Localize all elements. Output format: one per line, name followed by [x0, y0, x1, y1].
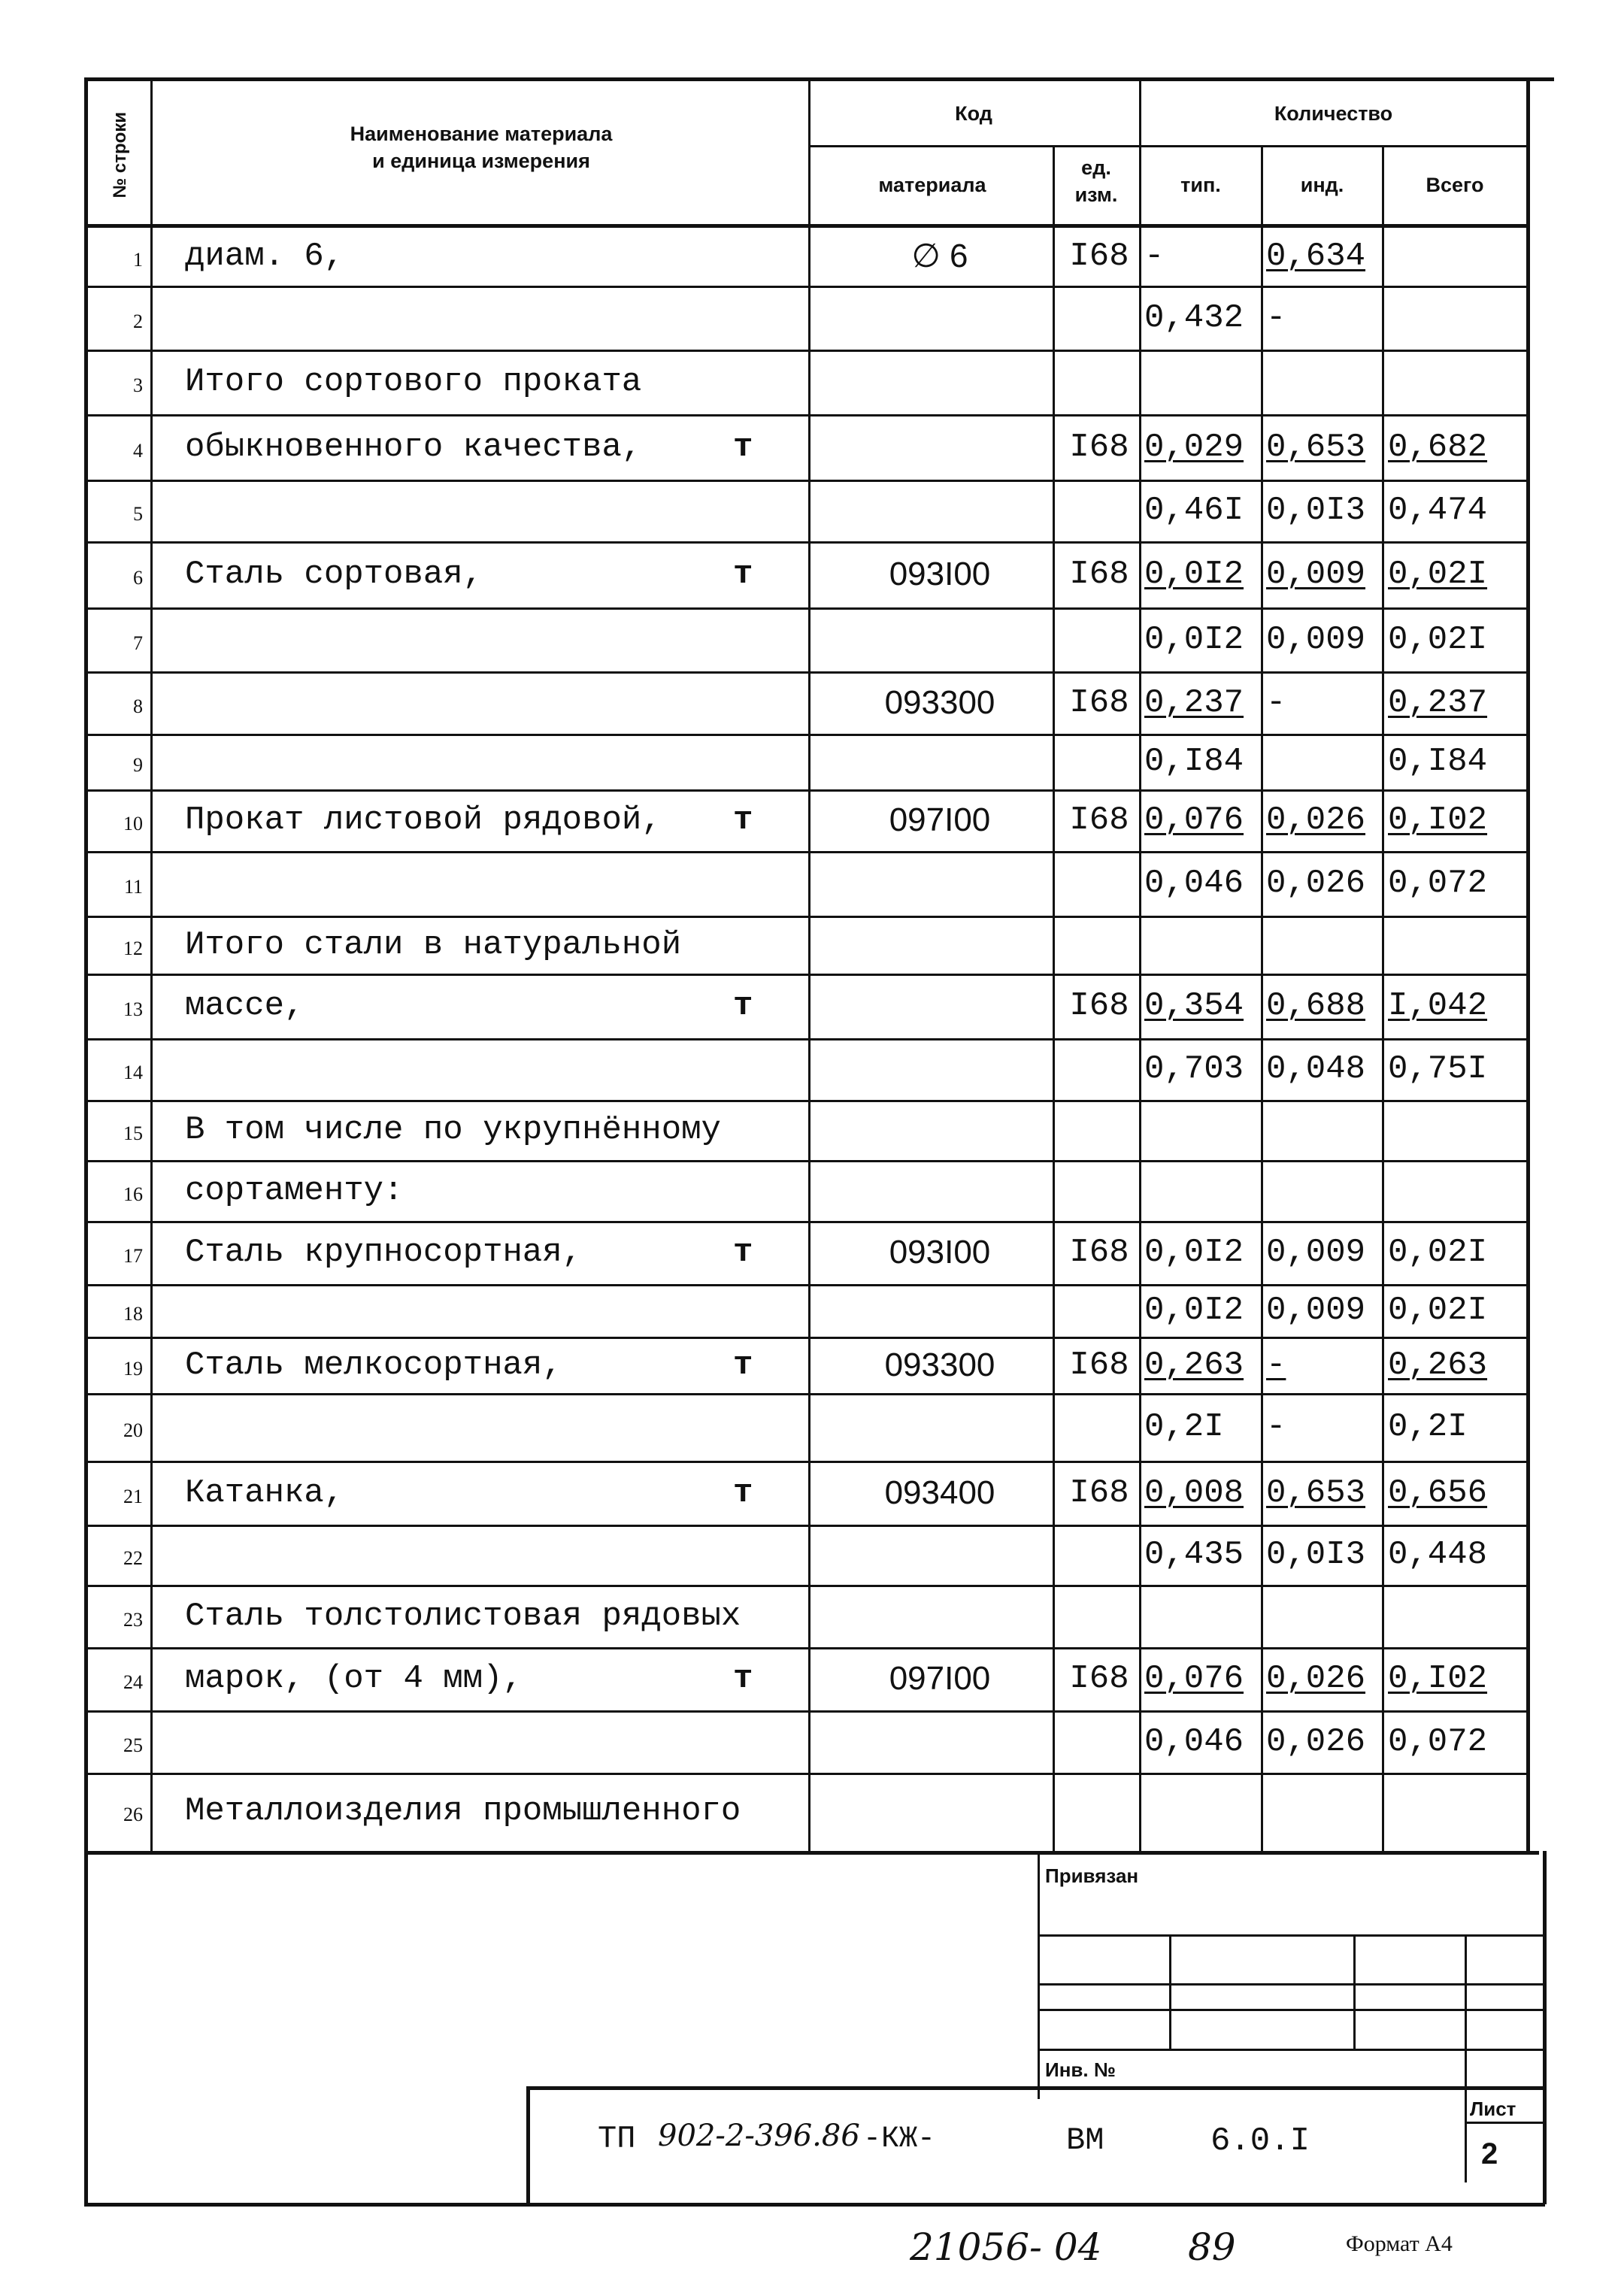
- row-divider: [84, 414, 1528, 416]
- row-number: 19: [123, 1358, 143, 1380]
- row-number: 5: [133, 503, 143, 525]
- row-qty-ind: 0,026: [1266, 1660, 1366, 1698]
- row-qty-typ: 0,0I2: [1144, 1292, 1244, 1329]
- row-divider: [84, 607, 1528, 610]
- row-qty-total: 0,072: [1388, 865, 1488, 902]
- row-qty-ind: 0,048: [1266, 1050, 1366, 1088]
- row-qty-typ: 0,432: [1144, 299, 1244, 337]
- row-qty-total: I,042: [1388, 987, 1488, 1025]
- row-qty-total: 0,474: [1388, 492, 1488, 529]
- row-number: 24: [123, 1671, 143, 1693]
- stamp-mark: ВМ: [1066, 2122, 1104, 2158]
- header-qty-total: Всего: [1426, 174, 1484, 196]
- row-number: 4: [133, 440, 143, 462]
- row-number: 13: [123, 998, 143, 1020]
- row-qty-ind: -: [1266, 1408, 1286, 1446]
- row-divider: [84, 1221, 1528, 1223]
- row-number: 11: [123, 876, 143, 898]
- stamp-privyazan: Привязан: [1045, 1864, 1139, 1887]
- row-name: Сталь крупносортная,: [185, 1234, 583, 1271]
- row-qty-typ: 0,263: [1144, 1346, 1244, 1384]
- row-divider: [84, 1585, 1528, 1587]
- row-name: Сталь сортовая,: [185, 556, 483, 593]
- row-qty-typ: 0,354: [1144, 987, 1244, 1025]
- row-number: 1: [133, 249, 143, 271]
- row-number: 7: [133, 632, 143, 654]
- row-qty-typ: 0,0I2: [1144, 556, 1244, 593]
- row-qty-total: 0,I02: [1388, 801, 1488, 839]
- row-material-code: 093I00: [889, 556, 991, 592]
- row-material-code: 097I00: [889, 801, 991, 838]
- row-unit-letter: т: [733, 429, 753, 466]
- row-qty-total: 0,656: [1388, 1474, 1488, 1512]
- row-qty-total: 0,02I: [1388, 1234, 1488, 1271]
- row-qty-total: 0,02I: [1388, 621, 1488, 659]
- row-divider: [84, 1710, 1528, 1713]
- row-unit-code: I68: [1069, 987, 1129, 1025]
- row-unit-letter: т: [733, 801, 753, 839]
- row-divider: [84, 1337, 1528, 1339]
- row-qty-total: 0,237: [1388, 684, 1488, 722]
- row-unit-code: I68: [1069, 1474, 1129, 1512]
- row-qty-ind: 0,0I3: [1266, 492, 1366, 529]
- row-material-code: 097I00: [889, 1660, 991, 1697]
- row-number: 12: [123, 937, 143, 959]
- header-code-material: материала: [878, 174, 986, 196]
- header-qty-ind: инд.: [1300, 174, 1344, 196]
- row-qty-total: 0,263: [1388, 1346, 1488, 1384]
- row-divider: [84, 286, 1528, 288]
- row-qty-total: 0,448: [1388, 1536, 1488, 1574]
- header-name: [226, 120, 737, 175]
- row-qty-typ: 0,076: [1144, 801, 1244, 839]
- row-number: 15: [123, 1122, 143, 1144]
- row-qty-ind: 0,653: [1266, 429, 1366, 466]
- header-code-unit: [1054, 154, 1138, 209]
- header-qty-typ: тип.: [1180, 174, 1221, 196]
- row-number: 18: [123, 1303, 143, 1325]
- row-divider: [84, 1461, 1528, 1463]
- row-divider: [84, 1647, 1528, 1649]
- row-number: 17: [123, 1245, 143, 1267]
- row-qty-typ: 0,703: [1144, 1050, 1244, 1088]
- footer-handwritten-number-2: 89: [1188, 2225, 1236, 2269]
- row-qty-ind: 0,009: [1266, 1292, 1366, 1329]
- row-qty-ind: 0,009: [1266, 621, 1366, 659]
- row-qty-ind: 0,634: [1266, 238, 1366, 275]
- row-divider: [84, 541, 1528, 544]
- row-name: Прокат листовой рядовой,: [185, 801, 662, 839]
- row-name: марок, (от 4 мм),: [185, 1660, 523, 1698]
- row-divider: [84, 916, 1528, 918]
- row-qty-typ: 0,0I2: [1144, 1234, 1244, 1271]
- row-unit-code: I68: [1069, 556, 1129, 593]
- row-qty-total: 0,682: [1388, 429, 1488, 466]
- row-name: диам. 6,: [185, 238, 344, 275]
- row-number: 22: [123, 1547, 143, 1569]
- row-qty-ind: 0,009: [1266, 1234, 1366, 1271]
- row-unit-code: I68: [1069, 801, 1129, 839]
- header-unit-line1: ед.: [1081, 156, 1111, 179]
- header-row-no: № строки: [109, 111, 130, 198]
- row-number: 8: [133, 695, 143, 717]
- row-number: 26: [123, 1804, 143, 1825]
- row-unit-letter: т: [733, 1474, 753, 1512]
- row-divider: [84, 1525, 1528, 1527]
- row-qty-total: 0,072: [1388, 1723, 1488, 1761]
- row-unit-letter: т: [733, 556, 753, 593]
- header-quantity: Количество: [1274, 102, 1393, 125]
- row-number: 21: [123, 1486, 143, 1507]
- row-number: 25: [123, 1734, 143, 1756]
- row-name: В том числе по укрупнённому: [185, 1111, 721, 1149]
- row-unit-letter: т: [733, 1660, 753, 1698]
- row-qty-typ: 0,0I2: [1144, 621, 1244, 659]
- row-name: Металлоизделия промышленного: [185, 1792, 741, 1830]
- row-qty-ind: 0,026: [1266, 865, 1366, 902]
- row-unit-code: I68: [1069, 1660, 1129, 1698]
- row-number: 20: [123, 1419, 143, 1441]
- row-name: Катанка,: [185, 1474, 344, 1512]
- row-qty-typ: 0,008: [1144, 1474, 1244, 1512]
- row-unit-letter: т: [733, 987, 753, 1025]
- row-qty-ind: -: [1266, 1346, 1286, 1384]
- row-qty-total: 0,02I: [1388, 1292, 1488, 1329]
- row-qty-ind: 0,653: [1266, 1474, 1366, 1512]
- row-qty-typ: 0,237: [1144, 684, 1244, 722]
- row-number: 9: [133, 754, 143, 776]
- row-unit-letter: т: [733, 1234, 753, 1271]
- row-number: 3: [133, 374, 143, 396]
- row-divider: [84, 1160, 1528, 1162]
- row-divider: [84, 789, 1528, 792]
- stamp-designation-suffix: -КЖ-: [863, 2122, 936, 2156]
- stamp-designation-prefix: ТП: [598, 2121, 636, 2157]
- row-qty-typ: 0,046: [1144, 1723, 1244, 1761]
- row-qty-ind: -: [1266, 299, 1286, 337]
- row-unit-code: I68: [1069, 684, 1129, 722]
- row-qty-ind: 0,026: [1266, 1723, 1366, 1761]
- row-qty-typ: 0,076: [1144, 1660, 1244, 1698]
- row-qty-typ: -: [1144, 238, 1165, 275]
- row-qty-ind: 0,688: [1266, 987, 1366, 1025]
- row-material-code: 093400: [884, 1474, 995, 1511]
- row-divider: [84, 671, 1528, 674]
- row-name: Итого сортового проката: [185, 363, 642, 401]
- footer-handwritten-number: 21056- 04: [910, 2225, 1102, 2269]
- header-code: Код: [955, 102, 992, 125]
- row-qty-typ: 0,I84: [1144, 743, 1244, 780]
- footer-format: Формат А4: [1346, 2231, 1453, 2256]
- row-qty-total: 0,I84: [1388, 743, 1488, 780]
- row-unit-code: I68: [1069, 1346, 1129, 1384]
- row-number: 16: [123, 1183, 143, 1205]
- row-name: сортаменту:: [185, 1172, 404, 1210]
- row-qty-ind: 0,0I3: [1266, 1536, 1366, 1574]
- row-qty-typ: 0,435: [1144, 1536, 1244, 1574]
- row-number: 2: [133, 310, 143, 332]
- row-unit-letter: т: [733, 1346, 753, 1384]
- row-name: массе,: [185, 987, 304, 1025]
- row-qty-typ: 0,029: [1144, 429, 1244, 466]
- header-unit-line2: изм.: [1074, 183, 1118, 207]
- row-qty-total: 0,I02: [1388, 1660, 1488, 1698]
- row-qty-typ: 0,2I: [1144, 1408, 1224, 1446]
- row-unit-code: I68: [1069, 1234, 1129, 1271]
- row-name: обыкновенного качества,: [185, 429, 642, 466]
- row-qty-ind: 0,009: [1266, 556, 1366, 593]
- row-qty-ind: 0,026: [1266, 801, 1366, 839]
- row-name: Сталь толстолистовая рядовых: [185, 1598, 741, 1635]
- row-number: 6: [133, 567, 143, 589]
- row-material-code: 093I00: [889, 1234, 991, 1271]
- row-divider: [84, 1393, 1528, 1395]
- row-divider: [84, 851, 1528, 853]
- row-divider: [84, 480, 1528, 482]
- row-divider: [84, 974, 1528, 976]
- stamp-sheet-code: 6.0.I: [1210, 2122, 1310, 2160]
- row-divider: [84, 350, 1528, 352]
- row-material-code: 093300: [884, 1346, 995, 1383]
- row-qty-total: 0,75I: [1388, 1050, 1488, 1088]
- row-divider: [84, 1284, 1528, 1286]
- row-qty-typ: 0,46I: [1144, 492, 1244, 529]
- header-name-line1: Наименование материала: [350, 123, 613, 145]
- header-name-line2: и единица измерения: [372, 150, 590, 173]
- row-number: 14: [123, 1062, 143, 1083]
- row-divider: [84, 1038, 1528, 1040]
- row-unit-code: I68: [1069, 429, 1129, 466]
- row-qty-total: 0,2I: [1388, 1408, 1468, 1446]
- stamp-designation-number: 902-2-396.86: [658, 2119, 860, 2153]
- row-qty-total: 0,02I: [1388, 556, 1488, 593]
- row-divider: [84, 1100, 1528, 1102]
- stamp-inv: Инв. №: [1045, 2058, 1116, 2081]
- row-unit-code: I68: [1069, 238, 1129, 275]
- row-material-code: 093300: [884, 684, 995, 721]
- row-divider: [84, 1773, 1528, 1775]
- row-number: 23: [123, 1609, 143, 1631]
- row-number: 10: [123, 813, 143, 835]
- row-qty-ind: -: [1266, 684, 1286, 722]
- stamp-list-no: 2: [1481, 2137, 1498, 2170]
- row-name: Сталь мелкосортная,: [185, 1346, 562, 1384]
- row-qty-typ: 0,046: [1144, 865, 1244, 902]
- row-name: Итого стали в натуральной: [185, 926, 682, 964]
- row-material-code: ∅ 6: [911, 238, 968, 274]
- stamp-list-label: Лист: [1470, 2098, 1516, 2120]
- row-divider: [84, 734, 1528, 736]
